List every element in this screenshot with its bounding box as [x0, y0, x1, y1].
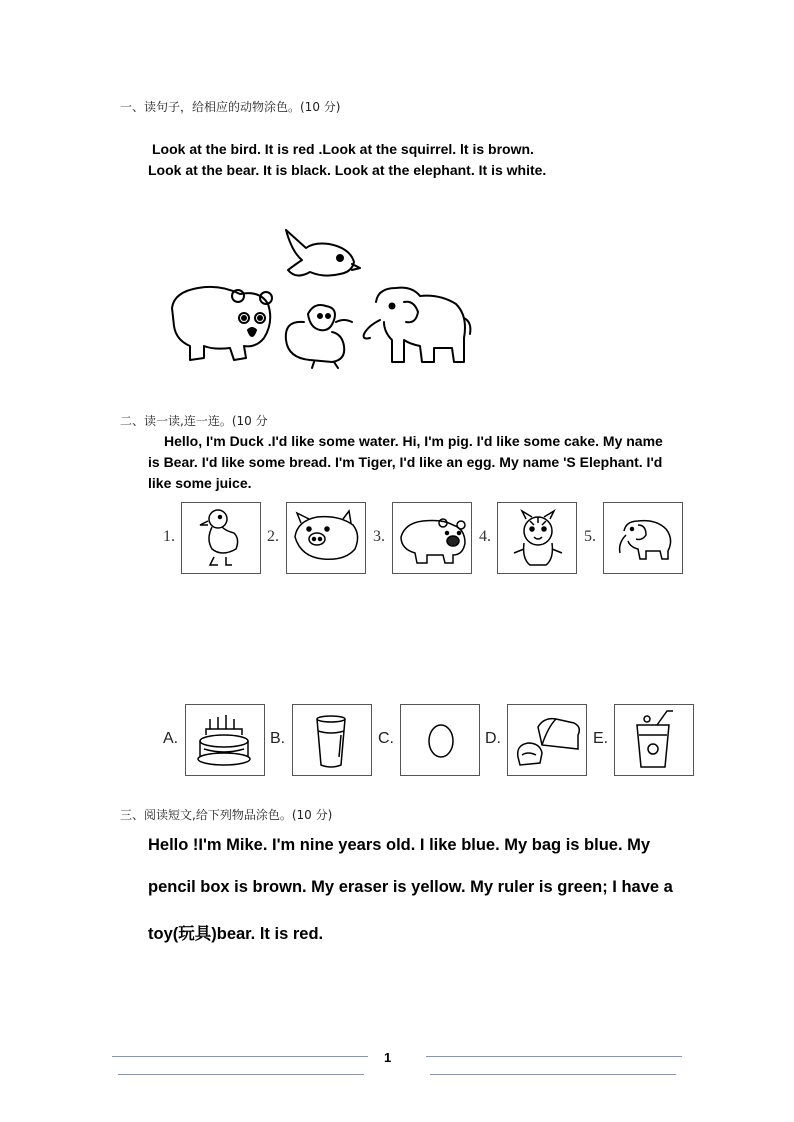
bear-icon: [172, 287, 272, 360]
bear-icon: [393, 503, 471, 573]
food-label-b: B.: [270, 730, 286, 747]
pig-icon: [287, 503, 365, 573]
bread-icon: [508, 705, 586, 775]
footer-rule-right-top: [426, 1056, 682, 1057]
animal-label-1: 1.: [163, 528, 175, 545]
food-box-egg: [400, 704, 480, 776]
squirrel-icon: [286, 305, 352, 368]
footer-rule-right-bottom: [430, 1074, 676, 1075]
food-label-a: A.: [163, 730, 179, 747]
section3-line-3: toy(玩具)bear. lt is red.: [148, 925, 324, 943]
footer-rule-left-top: [112, 1056, 368, 1057]
section1-line-1: Look at the bird. It is red .Look at the squirrel. lt is brown.: [152, 141, 534, 157]
elephant-icon: [364, 288, 471, 362]
food-box-juice: [614, 704, 694, 776]
water-glass-icon: [293, 705, 371, 775]
animal-box-pig: [286, 502, 366, 574]
footer-rule-left-bottom: [118, 1074, 364, 1075]
animals-illustration: [164, 222, 476, 372]
food-box-bread: [507, 704, 587, 776]
animal-box-elephant: [603, 502, 683, 574]
section2-line-1: Hello, I'm Duck .I'd like some water. Hi, I'm pig. I'd like some cake. My name: [164, 433, 663, 449]
section3-line-1: Hello !I'm Mike. I'm nine years old. I like blue. My bag is blue. My: [148, 836, 651, 854]
duck-icon: [182, 503, 260, 573]
food-label-e: E.: [593, 730, 609, 747]
section2-heading: 二、读一读,连一连。(10 分: [120, 414, 268, 428]
page-number: 1: [384, 1050, 392, 1065]
food-box-cake: [185, 704, 265, 776]
food-box-water: [292, 704, 372, 776]
animal-label-3: 3.: [373, 528, 385, 545]
animal-label-5: 5.: [584, 528, 596, 545]
section1-heading: 一、读句子，给相应的动物涂色。(10 分): [120, 100, 341, 114]
section3-heading: 三、阅读短文,给下列物品涂色。(10 分): [120, 808, 333, 822]
tiger-icon: [498, 503, 576, 573]
elephant-icon: [604, 503, 682, 573]
section1-line-2: Look at the bear. It is black. Look at the elephant. It is white.: [148, 162, 547, 178]
animal-box-tiger: [497, 502, 577, 574]
egg-icon: [401, 705, 479, 775]
bird-icon: [286, 230, 360, 276]
animal-label-4: 4.: [479, 528, 491, 545]
food-label-c: C.: [378, 730, 394, 747]
animal-box-duck: [181, 502, 261, 574]
animal-label-2: 2.: [267, 528, 279, 545]
juice-icon: [615, 705, 693, 775]
cake-icon: [186, 705, 264, 775]
animal-box-bear: [392, 502, 472, 574]
section2-line-2: is Bear. I'd like some bread. I'm Tiger, I'd like an egg. My name 'S Elephant. I'd: [148, 454, 663, 470]
section3-line-2: pencil box is brown. My eraser is yellow. My ruler is green; I have a: [148, 878, 673, 896]
food-label-d: D.: [485, 730, 501, 747]
section2-line-3: like some juice.: [148, 475, 252, 491]
